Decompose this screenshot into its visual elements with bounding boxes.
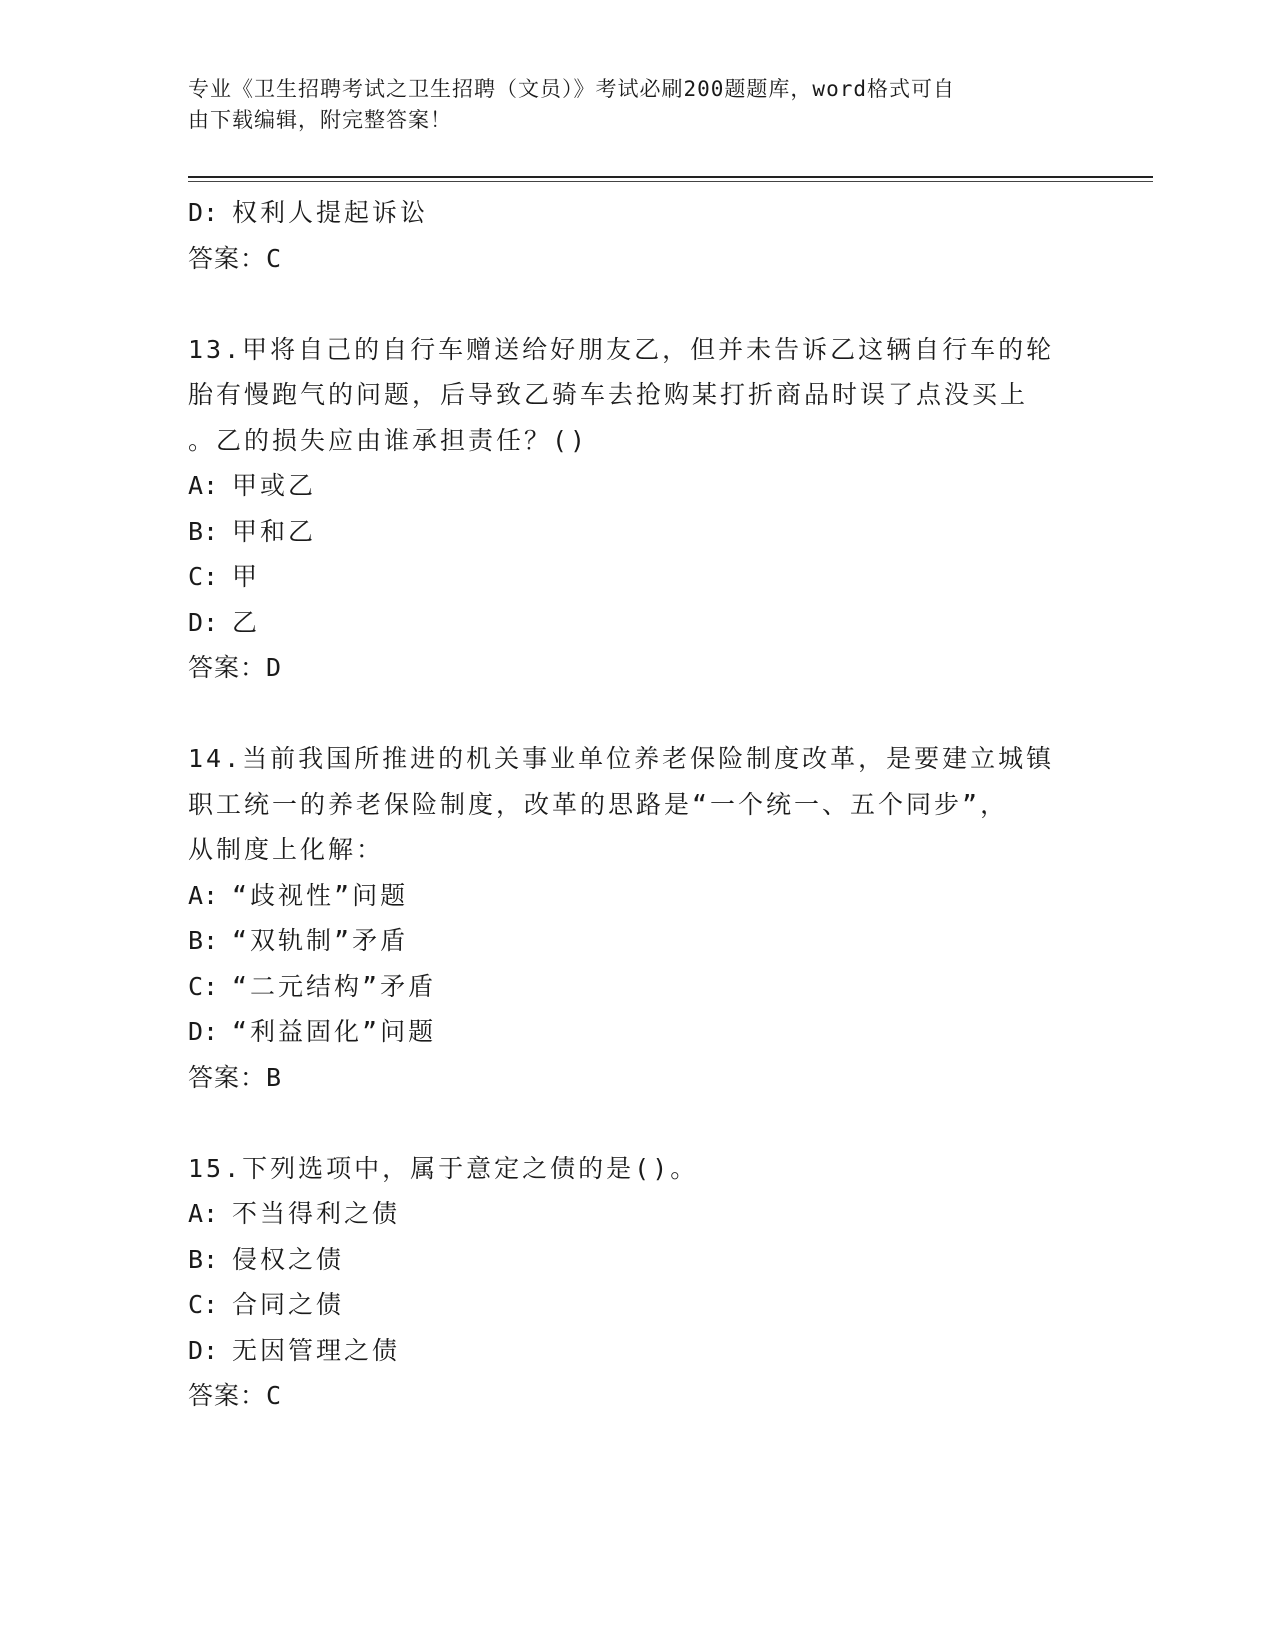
- spacer: [188, 1100, 1088, 1146]
- answer-label: 答案：: [188, 653, 267, 682]
- option-text: 合同之债: [232, 1290, 345, 1319]
- carryover-option-d: [188, 190, 1088, 236]
- answer-value: C: [266, 1381, 283, 1410]
- header-divider-thick: [188, 176, 1153, 178]
- option-b: [188, 918, 1088, 964]
- header-line-2: 由下载编辑，附完整答案！: [188, 108, 452, 132]
- answer-label: 答案：: [188, 1062, 267, 1092]
- option-text: 甲或乙: [232, 471, 317, 500]
- question-answer: [188, 645, 1088, 691]
- option-d: [188, 1009, 1088, 1055]
- spacer: [188, 281, 1088, 327]
- option-prefix: B:: [188, 516, 219, 546]
- spacer: [188, 691, 1088, 737]
- carryover-answer: [188, 236, 1088, 282]
- question-13: [188, 327, 1088, 691]
- option-d: [188, 600, 1088, 646]
- option-text: “歧视性”问题: [232, 880, 409, 910]
- option-b: [188, 1237, 1088, 1283]
- question-answer: [188, 1055, 1088, 1101]
- option-prefix: A:: [188, 471, 219, 500]
- option-a: [188, 1191, 1088, 1237]
- option-text: 甲: [232, 562, 261, 591]
- option-prefix: C:: [188, 971, 219, 1001]
- document-header: [188, 74, 1068, 136]
- option-text: “利益固化”问题: [232, 1017, 437, 1046]
- option-prefix: D:: [188, 1017, 219, 1046]
- option-prefix: B:: [188, 926, 219, 955]
- option-c: [188, 1282, 1088, 1328]
- option-prefix: D:: [188, 607, 219, 637]
- header-divider-thin: [188, 181, 1153, 182]
- question-stem-line: 从制度上化解：: [188, 835, 385, 864]
- question-stem-line: 13.甲将自己的自行车赠送给好朋友乙，但并未告诉乙这辆自行车的轮: [188, 334, 1055, 364]
- option-text: “双轨制”矛盾: [232, 926, 409, 955]
- answer-value: B: [266, 1062, 283, 1092]
- option-b: [188, 509, 1088, 555]
- question-answer: [188, 1373, 1088, 1419]
- question-stem-line: 15.下列选项中，属于意定之债的是()。: [188, 1153, 699, 1183]
- option-c: [188, 554, 1088, 600]
- answer-value: D: [266, 653, 283, 682]
- option-text: 不当得利之债: [232, 1199, 401, 1228]
- option-prefix: A:: [188, 880, 219, 910]
- option-a: [188, 873, 1088, 919]
- answer-label: 答案：: [188, 243, 267, 273]
- option-prefix: A:: [188, 1199, 219, 1228]
- question-stem-line: 职工统一的养老保险制度，改革的思路是“一个统一、五个同步”，: [188, 789, 1009, 819]
- option-text: 甲和乙: [232, 516, 317, 546]
- option-prefix: D:: [188, 1335, 219, 1365]
- question-14: [188, 736, 1088, 1100]
- option-text: “二元结构”矛盾: [232, 971, 437, 1001]
- option-text: 无因管理之债: [232, 1335, 401, 1365]
- option-d: [188, 1328, 1088, 1374]
- answer-value: C: [266, 243, 283, 273]
- option-prefix: C:: [188, 1290, 219, 1319]
- answer-label: 答案：: [188, 1381, 267, 1410]
- option-text: 乙: [232, 607, 261, 637]
- question-stem-line: 。乙的损失应由谁承担责任？(): [188, 425, 589, 455]
- question-15: [188, 1146, 1088, 1419]
- header-line-1: 专业《卫生招聘考试之卫生招聘（文员）》考试必刷200题题库，word格式可自: [188, 77, 955, 101]
- question-stem-line: 14.当前我国所推进的机关事业单位养老保险制度改革，是要建立城镇: [188, 744, 1055, 773]
- option-text: 权利人提起诉讼: [232, 198, 429, 227]
- question-content: [188, 190, 1088, 1419]
- option-c: [188, 964, 1088, 1010]
- option-prefix: D:: [188, 198, 219, 227]
- option-text: 侵权之债: [232, 1244, 345, 1274]
- option-a: [188, 463, 1088, 509]
- option-prefix: B:: [188, 1244, 219, 1274]
- option-prefix: C:: [188, 562, 219, 591]
- question-stem-line: 胎有慢跑气的问题，后导致乙骑车去抢购某打折商品时误了点没买上: [188, 380, 1029, 409]
